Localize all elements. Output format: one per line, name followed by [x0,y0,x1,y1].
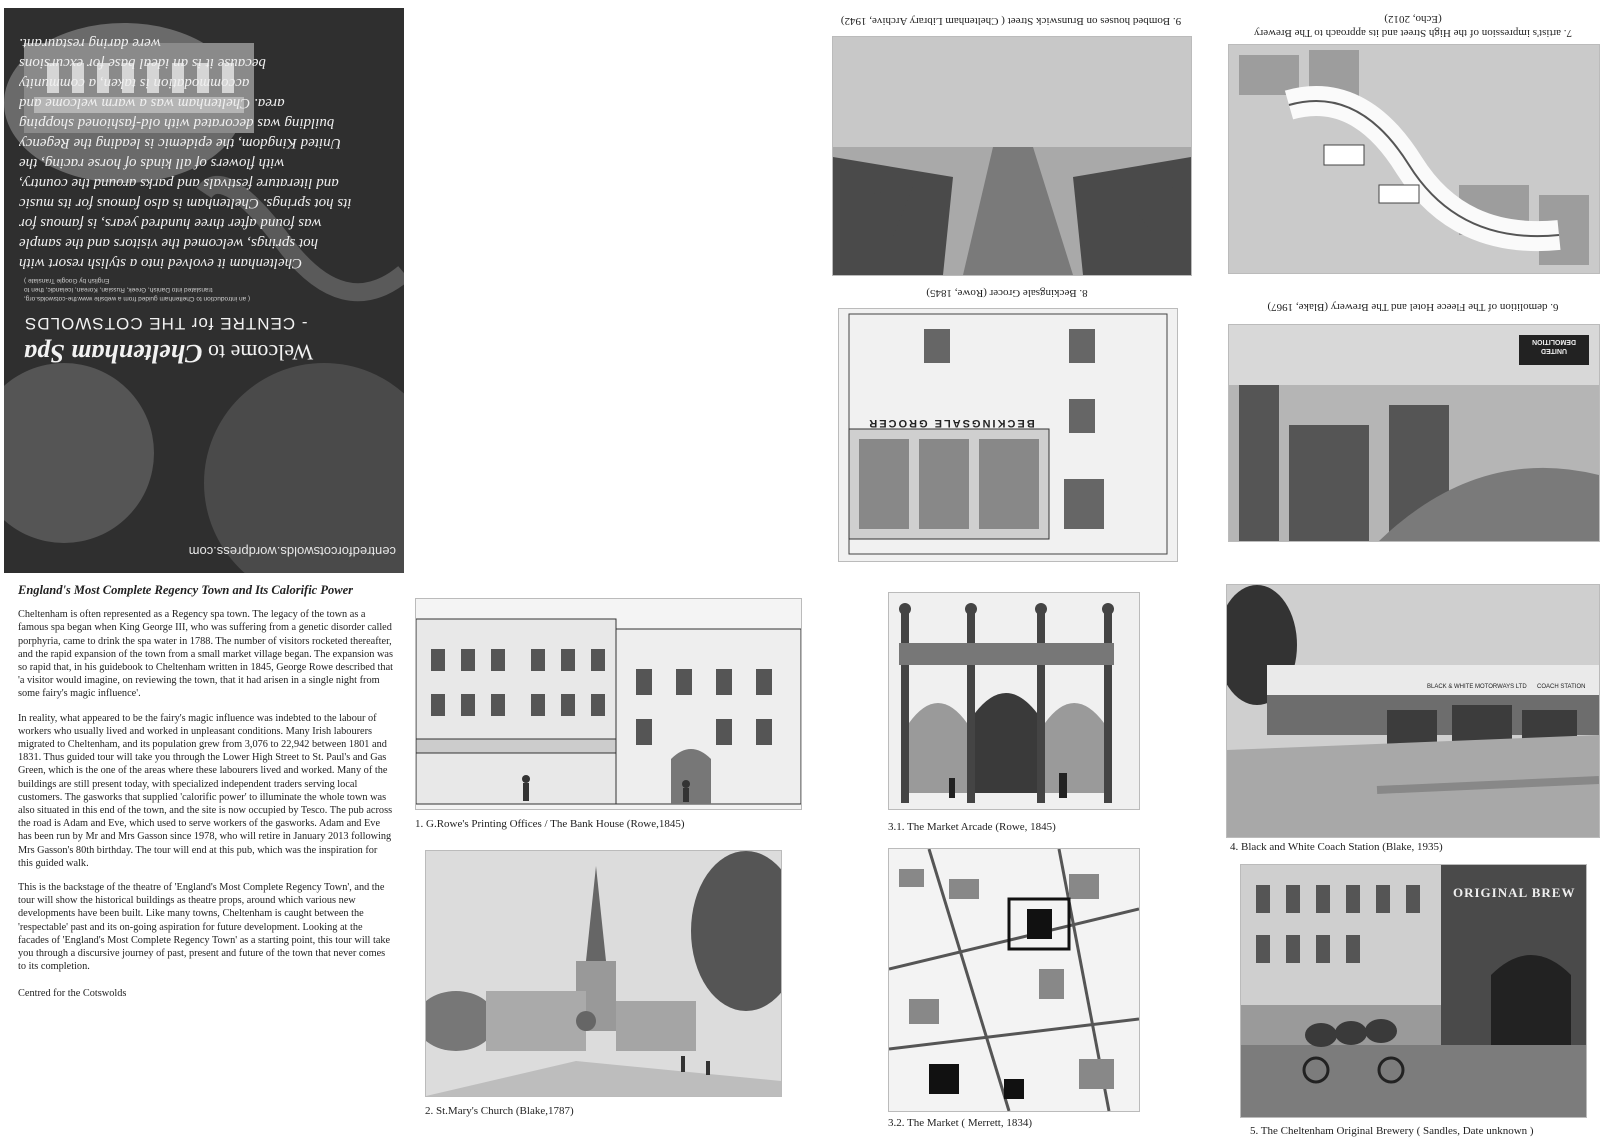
essay [18,584,393,1012]
cover-body-line: hot springs, welcomed the visitors and the sample [19,235,319,251]
cover-body-line: accommodation is taken, a community [19,75,250,91]
coach-station-sign: COACH STATION [1537,684,1586,690]
figure-caption: 3.2. The Market ( Merrett, 1834) [888,1117,1032,1129]
figure-church-image [425,850,782,1097]
cover-note: translated into Danish, Greek, Russian, Korean, Icelandic, then to [24,286,213,293]
figure-caption: 7. artist's impression of the High Street and its approach to The Brewery [1254,27,1572,39]
figure-brewery-image [1240,864,1587,1118]
cover-note: English by Google Translate ) [24,277,110,284]
figure-caption: 4. Black and White Coach Station (Blake, 1935) [1230,841,1443,853]
grocer-sign: BECKINGSALE GROCER [867,417,1035,429]
cover-title-town: Cheltenham Spa [24,339,203,368]
figure-coach-station-image [1226,584,1600,838]
figure-caption: 6. demolition of The Fleece Hotel and The Brewery (Blake, 1967) [1267,301,1559,313]
cover-subtitle: - CENTRE for THE COTSWOLDS [24,314,308,333]
cover-note: ( an introduction to Cheltenham guided from a website www.the-cotswolds.org, [24,295,251,302]
figure-caption: 1. G.Rowe's Printing Offices / The Bank House (Rowe,1845) [415,818,685,830]
essay-paragraph: This is the backstage of the theatre of 'England's Most Complete Regency Town', and the tour will show the historical buildings as theatre props, around which various new developments have been built. Like many towns, Cheltenham is caught between the 'respectable' past and its on-going aspiration for future development. Looking at the facades of 'England's Most Complete Regency Town' as a starting point, this tour will take you through a discursive journey of past, present and future of the town that never comes to its completion. [18,882,391,973]
essay-paragraph: In reality, what appeared to be the fairy's magic influence was indebted to the labour of workers who usually lived and worked in unpleasant conditions. Many Irish labourers migrated to Cheltenham, and its population grew from 3,076 to 22,942 between 1801 and 1831. Thus guided tour will take you through the Lower High Street to St. Paul's and Gas Green, which is the one of the areas where these labourers lived and worked. Many of the buildings are still present today, with specialized independent traders serving local customers. The gasworks that supplied 'calorific power' to illuminate the whole town was also situated in this end of the town, and the site is now occupied by Tesco. The pub across the road is Adam and Eve, which used to serve workers of the gasworks. Adam and Eve has been run by Mr and Mrs Gasson since 1978, who will retire in January 2013 following Mrs Gasson's 80th birthday. The tour will end at this pub, which was the inspiration for this guided walk. [18,712,393,869]
cover-body-line: because it is an ideal base for excursions [19,55,267,71]
figure-caption: 2. St.Mary's Church (Blake,1787) [425,1105,574,1117]
cover-body-line: Cheltenham it evolved into a stylish resort with [19,255,303,271]
cover-title-prefix: Welcome to [207,340,314,365]
cover-body-line: and literature festivals and parks around the country, [19,175,339,191]
cover-title [24,338,384,368]
figure-caption: 8. Beckingsale Grocer (Rowe, 1845) [926,287,1088,299]
figure-demolition-image [1228,324,1600,542]
cover-body-line: United Kingdom, the epidemic is leading the Regency [19,135,342,151]
cover-body-line: with flowers of all kinds of horse racing, the [19,155,285,171]
figure-market-map-image [888,848,1140,1112]
demolition-sign: UNITED DEMOLITION [1532,338,1576,354]
figure-market-arcade-image [888,592,1140,810]
essay-paragraph: Cheltenham is often represented as a Regency spa town. The legacy of the town as a famous spa began when King George III, who was suffering from a genetic disorder called porphyria, came to drink the spa water in 1788. The number of visitors rocketed thereafter, and the rapid expansion of the town from a small market village began. The expansion was so rapid that, in his guidebook to Cheltenham written in 1845, George Rowe described that 'a visitor would imagine, on reviewing the town, that it had arisen in a single night from some fairy's magic influence'. [18,609,394,700]
figure-beckingsale-image [838,308,1178,562]
figure-caption: 3.1. The Market Arcade (Rowe, 1845) [888,821,1056,833]
figure-bombed-houses-image [832,36,1192,276]
figure-caption: (Echo, 2012) [1384,13,1442,25]
figure-caption: 5. The Cheltenham Original Brewery ( Sandles, Date unknown ) [1250,1125,1534,1137]
coach-sign: BLACK & WHITE MOTORWAYS LTD [1427,684,1527,690]
figure-printing-offices-image [415,598,802,810]
cover-panel [4,8,404,573]
cover-url: centredforcotswolds.wordpress.com [188,544,396,559]
cover-body-line: were daring restaurant. [19,35,161,51]
figure-caption: 9. Bombed houses on Brunswick Street ( Cheltenham Library Archive, 1942) [840,15,1182,27]
cover-body-line: building was decorated with old-fashioned shopping [19,115,335,131]
cover-body-line: was found after three hundred years, is famous for [19,215,322,231]
brewery-sign: ORIGINAL BREW [1453,885,1576,900]
figure-artist-impression-image [1228,44,1600,274]
essay-signature: Centred for the Cotswolds [18,988,127,1000]
essay-heading: England's Most Complete Regency Town and Its Calorific Power [18,583,353,597]
cover-body-line: its hot springs. Cheltenham is also famous for its music [19,195,352,211]
cover-body [19,33,374,273]
cover-body-line: area. Cheltenham was a warm welcome and [19,95,285,111]
